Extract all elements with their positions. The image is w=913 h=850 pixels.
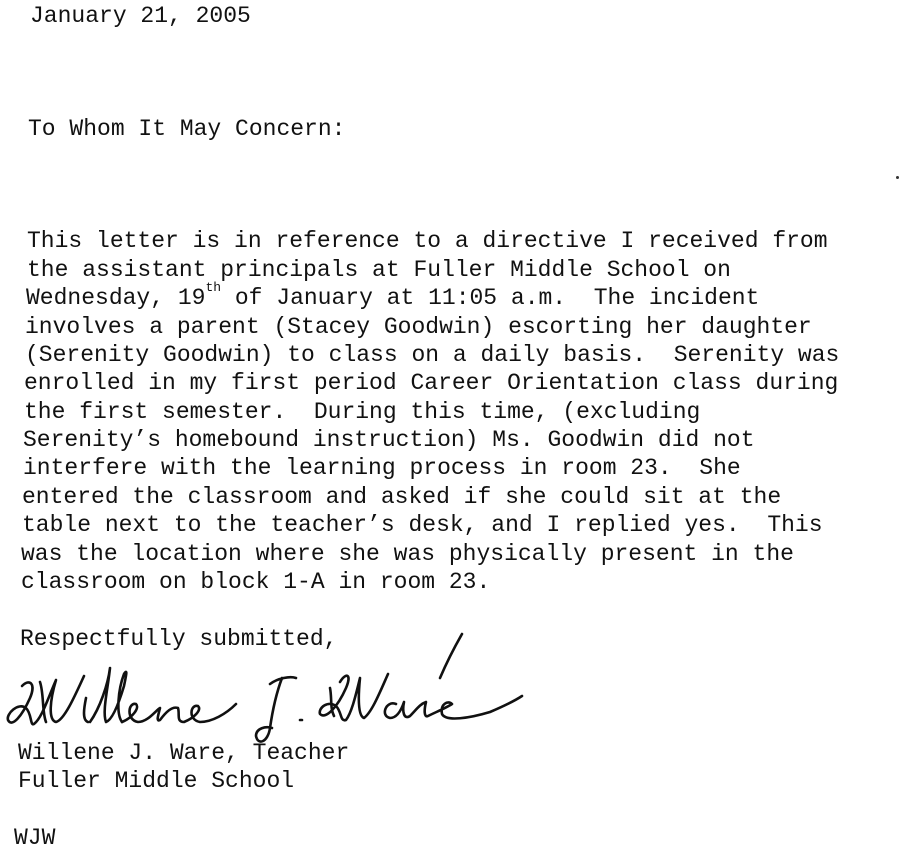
body-line: the first semester. During this time, (excluding (24, 399, 701, 425)
body-line: classroom on block 1-A in room 23. (21, 569, 491, 595)
body-line: entered the classroom and asked if she could sit at the (22, 484, 782, 510)
handwritten-signature (0, 628, 540, 748)
scan-speck (896, 176, 899, 179)
body-text: Wednesday, 19 (26, 285, 206, 311)
body-line: table next to the teacher’s desk, and I replied yes. This (22, 512, 823, 538)
body-line: (Serenity Goodwin) to class on a daily basis. Serenity was (25, 342, 840, 368)
body-line: Serenity’s homebound instruction) Ms. Goodwin did not (23, 427, 755, 453)
body-line: the assistant principals at Fuller Middle School on (27, 257, 731, 283)
signer-name: Willene J. Ware, Teacher (18, 740, 350, 766)
school-name: Fuller Middle School (18, 768, 295, 794)
body-line: This letter is in reference to a directive I received from (27, 228, 828, 254)
initials: WJW (14, 825, 56, 850)
closing: Respectfully submitted, (20, 626, 338, 652)
body-line: involves a parent (Stacey Goodwin) escorting her daughter (25, 314, 812, 340)
letter-date: January 21, 2005 (30, 3, 251, 29)
ordinal-suffix: th (205, 280, 222, 295)
body-line: was the location where she was physically present in the (21, 541, 794, 567)
salutation: To Whom It May Concern: (28, 116, 346, 142)
body-line: interfere with the learning process in room 23. She (23, 455, 741, 481)
body-line: enrolled in my first period Career Orientation class during (24, 370, 839, 396)
body-text: of January at 11:05 a.m. The incident (234, 285, 760, 311)
body-line (26, 280, 760, 311)
